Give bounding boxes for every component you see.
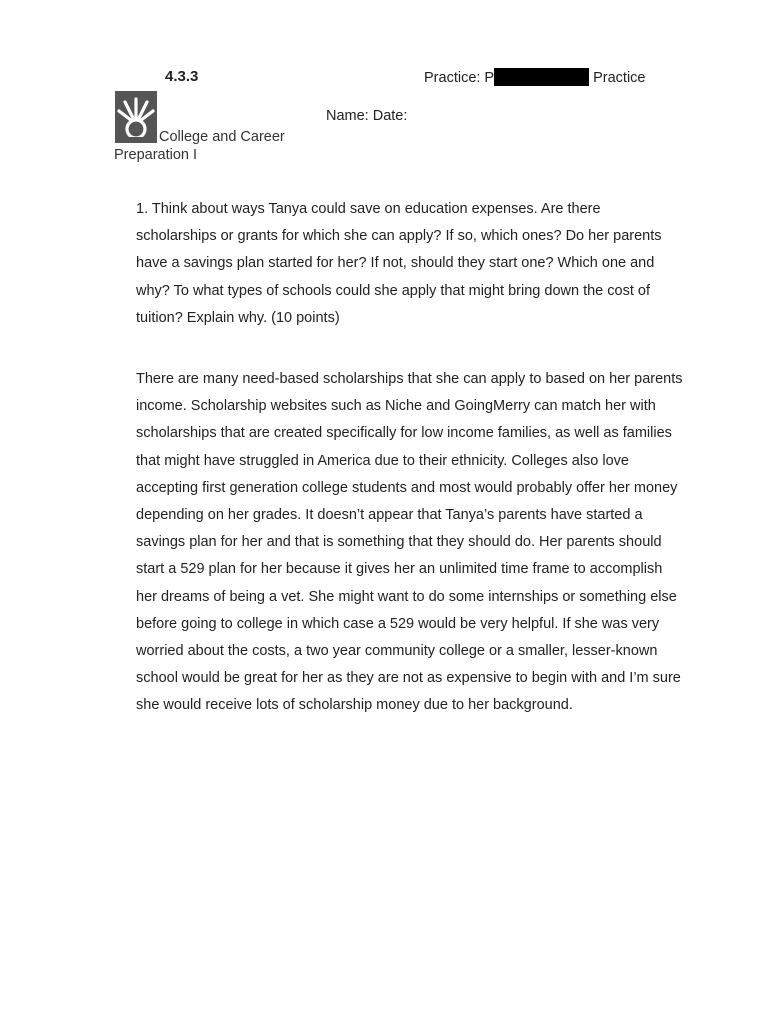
practice-title bbox=[424, 68, 646, 86]
course-name: College and Career Preparation I bbox=[114, 129, 285, 163]
question-text: 1. Think about ways Tanya could save on education expenses. Are there scholarships or grants for which she can apply? If so, which ones? Do her parents have a savings plan started for her? If not, should they start one? Which one and why? To what types of schools could she apply that might bring down the cost of tuition? Explain why. (10 points) bbox=[136, 201, 662, 326]
answer-text: There are many need-based scholarships that she can apply to based on her parents income. Scholarship websites such as Niche and GoingMerry can match her with scholarships that are created specifically for low income families, as well as families that might have struggled in America due to their ethnicity. Colleges also love accepting first generation college students and most would probably offer her money depending on her grades. It doesn’t appear that Tanya’s parents have started a savings plan for her and that is something that they should do. Her parents should start a 529 plan for her because it gives her an unlimited time frame to accomplish her dreams of being a vet. She might want to do some internships or something else before going to college in which case a 529 would be very helpful. If she was very worried about the costs, a two year community college or a smaller, lesser-known school would be great for her as they are not as expensive to begin with and I’m sure she would receive lots of scholarship money due to her background. bbox=[136, 371, 683, 714]
lesson-number: 4.3.3 bbox=[165, 68, 199, 85]
practice-suffix: Practice bbox=[593, 70, 646, 86]
name-date-label: Name: Date: bbox=[326, 108, 408, 124]
practice-prefix: Practice: P bbox=[424, 70, 495, 86]
redaction-block bbox=[494, 68, 589, 86]
